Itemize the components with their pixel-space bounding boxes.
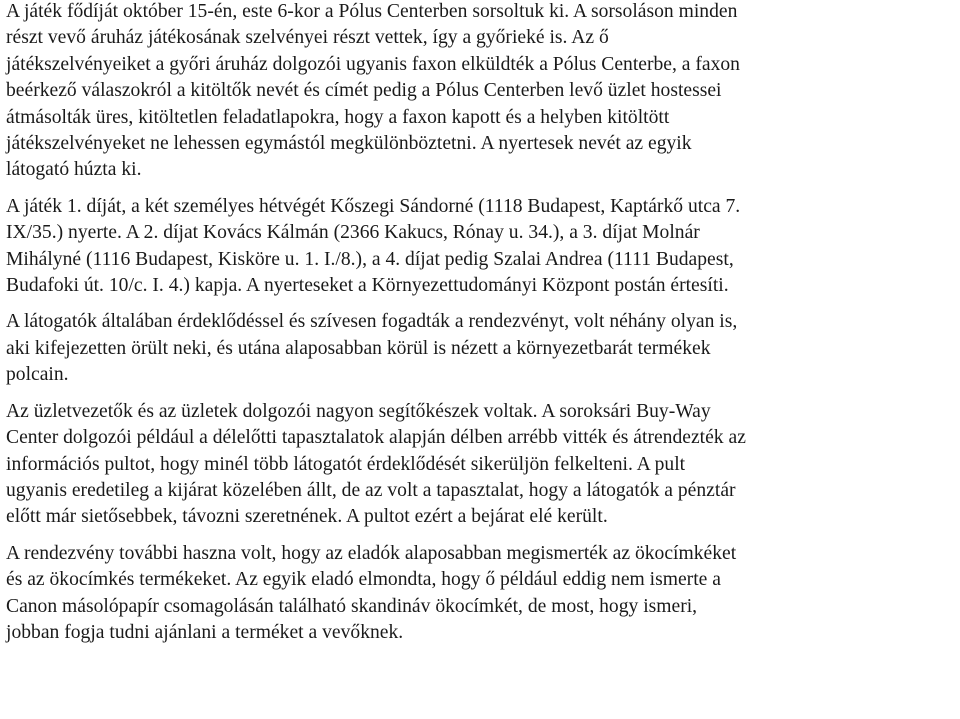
paragraph-visitors: A látogatók általában érdeklődéssel és szívesen fogadták a rendezvényt, volt néhány olyan is, aki kifejezetten örült neki, és utána alaposabban körül is nézett a környezetbarát termékek polcain. bbox=[6, 311, 738, 386]
document-page bbox=[6, 0, 956, 656]
paragraph-store-staff: Az üzletvezetők és az üzletek dolgozói nagyon segítőkészek voltak. A soroksári Buy-Way Center dolgozói például a délelőtti tapasztalatok alapján délben arrébb vitték és átrendezték az információs pultot, hogy minél több látogatót érdeklődését sikerüljön felkelteni. A pult ugyanis eredetileg a kijárat közelében állt, de az volt a tapasztalat, hogy a látogatók a pénztár előtt már sietősebbek, távozni szeretnének. A pultot ezért a bejárat elé került. bbox=[6, 400, 746, 528]
paragraph-winners: A játék 1. díját, a két személyes hétvégét Kőszegi Sándorné (1118 Budapest, Kaptárkő utca 7. IX/35.) nyerte. A 2. díjat Kovács Kálmán (2366 Kakucs, Rónay u. 34.), a 3. díjat Molnár Mihályné (1116 Budapest, Kisköre u. 1. I./8.), a 4. díjat pedig Szalai Andrea (1111 Budapest, Budafoki út. 10/c. I. 4.) kapja. A nyerteseket a Környezettudományi Központ postán értesíti. bbox=[6, 195, 741, 297]
paragraph-ecolabels: A rendezvény további haszna volt, hogy az eladók alaposabban megismerték az ökocímkéket és az ökocímkés termékeket. Az egyik eladó elmondta, hogy ő például eddig nem ismerte a Canon másolópapír csomagolásán található skandináv ökocímkét, de most, hogy ismeri, jobban fogja tudni ajánlani a terméket a vevőknek. bbox=[6, 542, 737, 643]
paragraph-prize-draw: A játék fődíját október 15-én, este 6-kor a Pólus Centerben sorsoltuk ki. A sorsoláson minden részt vevő áruház játékosának szelvényei részt vettek, így a győrieké is. Az ő játékszelvényeiket a győri áruház dolgozói ugyanis faxon elküldték a Pólus Centerbe, a faxon beérkező válaszokról a kitöltők nevét és címét pedig a Pólus Centerben levő üzlet hostessei átmásolták üres, kitöltetlen feladatlapokra, hogy a faxon kapott és a helyben kitöltött játékszelvényeket ne lehessen egymástól megkülönböztetni. A nyertesek nevét az egyik látogató húzta ki. bbox=[6, 1, 740, 181]
